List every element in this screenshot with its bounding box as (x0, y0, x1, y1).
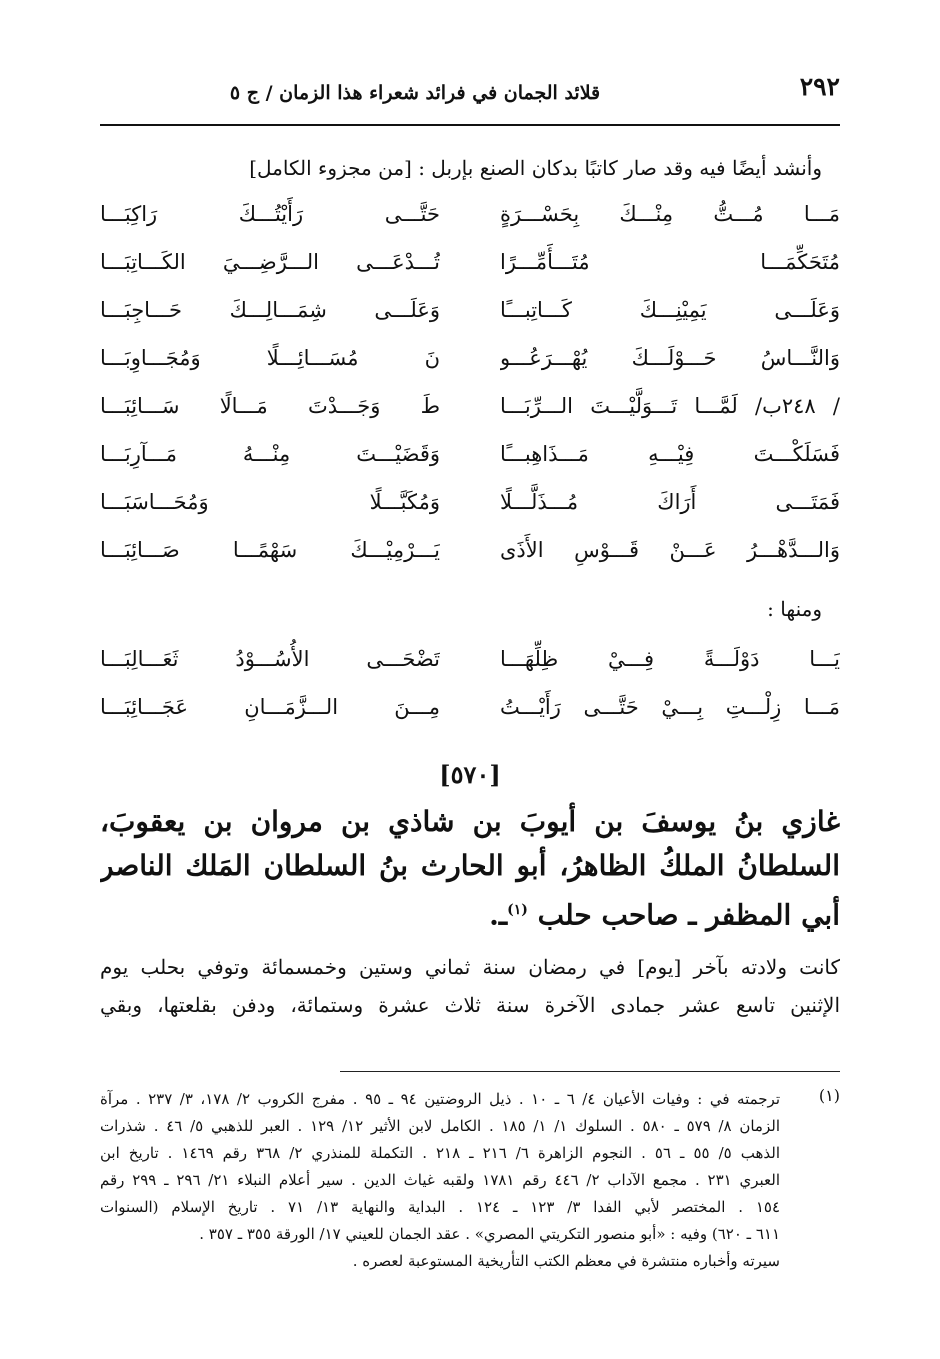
verse-first-hemistich: مُتَحَكِّمَـــا مُتَـــأَمِّـــرًا (500, 250, 840, 274)
verse-second-hemistich: يَـــرْمِيْـــكَ سَهْمًـــا صَـــائِبَـــا (100, 538, 440, 562)
verse-first-hemistich: وَالـــدَّهْـــرُ عَـــنْ قَـــوْسِ الأَذَى (500, 538, 840, 562)
verse-second-hemistich: نَ مُسَـــائِـــلًا وَمُجَـــاوِبَـــا (100, 346, 440, 370)
verse-second-hemistich: طَ وَجَـــدْتَ مَـــالًا سَـــائِبَـــا (100, 394, 440, 418)
verse-first-hemistich: وَالنَّـــاسُ حَـــوْلَـــكَ يُهْـــرَعُـــو (500, 346, 840, 370)
entry-number: [٥٧٠] (439, 760, 501, 789)
page-number: ٢٩٢ (799, 72, 840, 101)
footnote-line: ٦١١ ـ ٦٢٠) وفيه : «أبو منصور التكريتي المصري» . عقد الجمان للعيني ١٧/ الورقة ٣٥٥ ـ ٣٥٧ . (199, 1225, 780, 1243)
poem-intro: وأنشد أيضًا فيه وقد صار كاتبًا بدكان الصنع بإربل : [من مجزوء الكامل] (249, 156, 822, 180)
heading-line: أبي المظفر ـ صاحب حلب (537, 898, 840, 932)
entry-body (100, 948, 840, 1024)
verse (100, 336, 840, 380)
verse-second-hemistich: وَقَضَيْـــتَ مِنْـــهُ مَـــآرِبَـــا (100, 442, 440, 466)
verse (100, 384, 840, 428)
verse-first-hemistich: مَـــا مُـــتُّ مِنْـــكَ بِحَسْـــرَةٍ (500, 202, 840, 226)
minha-label: ومنها : (767, 597, 822, 621)
footnote-line: سيرته وأخباره منتشرة في معظم الكتب التأريخية المستوعبة لعصره . (352, 1252, 780, 1270)
verse (100, 685, 840, 729)
footnote-rule (340, 1071, 840, 1072)
body-line: كانت ولادته بآخر [يوم] في رمضان سنة ثماني وستين وخمسمائة وتوفي بحلب يوم (100, 955, 840, 979)
footnote-line: الذهب ٥/ ٥٥ ـ ٥٦ . النجوم الزاهرة ٦/ ٢١٦ ـ ٢١٨ . التكملة للمنذري ٢/ ٣٦٨ رقم ١٤٦٩ . تاريخ ابن (100, 1144, 780, 1162)
verse-first-hemistich: فَمَتَـــى أَرَاكَ مُـــذَلَّـــلًا (500, 490, 840, 514)
poem-verses (100, 192, 840, 572)
verse (100, 432, 840, 476)
verse-second-hemistich: تُـــدْعَـــى الـــرَّضِـــيَ الكَـــاتِبَـــا (100, 250, 440, 274)
page-header (100, 66, 840, 116)
verse (100, 528, 840, 572)
heading-end: ـ. (489, 898, 508, 932)
verse (100, 480, 840, 524)
verse (100, 288, 840, 332)
footnote-line: ترجمته في : وفيات الأعيان ٤/ ٦ ـ ١٠ . ذيل الروضتين ٩٤ ـ ٩٥ . مفرج الكروب ٢/ ١٧٨، ٣/ ٢٣٧ . مرآة (100, 1090, 780, 1108)
verse-first-hemistich: فَسَلَكْـــتَ فِيْـــهِ مَـــذَاهِبـــًا (500, 442, 840, 466)
heading-line: السلطانُ الملكُ الظاهرُ، أبو الحارث بنُ السلطان المَلك الناصر (100, 849, 840, 882)
running-title: قلائد الجمان في فرائد شعراء هذا الزمان / ج ٥ (229, 82, 601, 104)
verse-second-hemistich: وَمُكَبَّـــلًا وَمُحَـــاسَبَـــا (100, 490, 440, 514)
verse-second-hemistich: تَضْحَـــى الأُسُـــوْدُ ثَعَـــالِبَـــا (100, 647, 440, 671)
poem-verses-continued (100, 637, 840, 729)
header-rule (100, 124, 840, 126)
heading-line-last (380, 888, 840, 932)
verse-first-hemistich: يَـــا دَوْلَـــةً فِـــيْ ظِلِّهَـــا (500, 647, 840, 671)
footnote-body (100, 1086, 780, 1275)
verse-first-hemistich: مَـــا زِلْـــتِ بِـــيْ حَتَّـــى رَأَيْـــتُ (500, 695, 840, 719)
verse (100, 637, 840, 681)
footnote-line: العبري ٢٣١ . مجمع الآداب ٢/ ٤٤٦ رقم ١٧٨١ ولقبه غياث الدين . سير أعلام النبلاء ٢١/ ٢٩٦ ـ ٢٩٩ رقم (100, 1171, 780, 1189)
verse (100, 192, 840, 236)
verse-first-hemistich: / ٢٤٨ب/ لَمَّـــا تَـــوَلَّيْـــتَ الـــرِّبَـــا (500, 394, 840, 418)
footnote-line: ١٥٤ . المختصر لأبي الفدا ٣/ ١٢٣ ـ ١٢٤ . البداية والنهاية ١٣/ ٧١ . تاريخ الإسلام (السنوات (100, 1198, 780, 1216)
verse-second-hemistich: حَتَّـــى رَأَيْتُـــكَ رَاكِبَـــا (100, 202, 440, 226)
footnote (100, 1086, 840, 1275)
footnote-marker: (١) (818, 1086, 840, 1105)
heading-line: غازي بنُ يوسفَ بن أيوبَ بن شاذي بن مروان بن يعقوبَ، (100, 805, 840, 838)
body-line: الإثنين تاسع عشر جمادى الآخرة سنة ثلاث عشرة وستمائة، ودفن بقلعتها، وبقي (100, 993, 840, 1017)
verse-first-hemistich: وَعَلَـــى يَمِيْنِـــكَ كَـــاتِبـــًا (500, 298, 840, 322)
footnote-line: الزمان ٨/ ٥٧٩ ـ ٥٨٠ . السلوك ١/ ١/ ١٨٥ . الكامل لابن الأثير ١٢/ ١٢٩ . العبر للذهبي ٥/ ٤٦ . شذرات (100, 1117, 780, 1135)
footnote-reference: (١) (507, 902, 528, 918)
verse (100, 240, 840, 284)
verse-second-hemistich: وَعَلَـــى شِمَـــالِـــكَ حَـــاجِبَـــا (100, 298, 440, 322)
entry-heading (100, 800, 840, 932)
verse-second-hemistich: مِـــنَ الـــزَّمَـــانِ عَجَـــائِبَـــا (100, 695, 440, 719)
